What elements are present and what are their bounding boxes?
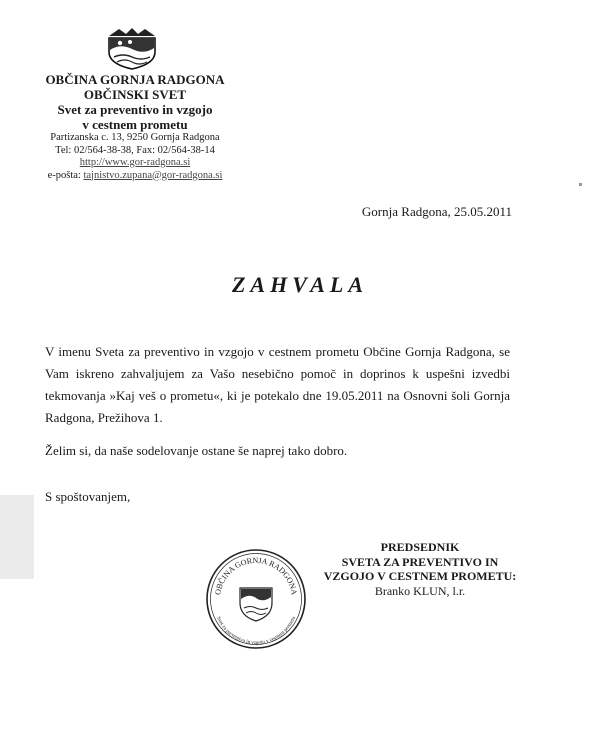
stamp-inner-text: Svet za preventivo in vzgojo v cestnem prometu — [215, 615, 297, 647]
signatory-title: PREDSEDNIK — [380, 540, 460, 554]
wish-paragraph: Želim si, da naše sodelovanje ostane še naprej tako dobro. — [45, 443, 348, 458]
address: Partizanska c. 13, 9250 Gornja Radgona — [50, 132, 220, 143]
body-name-line2: v cestnem prometu — [82, 117, 188, 132]
main-paragraph: V imenu Sveta za preventivo in vzgojo v cestnem prometu Občine Gornja Radgona, se Vam iskreno zahvaljujem za Vašo nesebično pomoč in doprinos k uspešni izvedbi tekmovanja »Kaj veš o prometu«, ki je potekalo dne 19.05.2011 na Osnovni šoli Gornja Radgona, Prežihova 1. — [45, 344, 510, 425]
website-link[interactable]: http://www.gor-radgona.si — [79, 157, 191, 168]
letterhead — [30, 72, 240, 182]
body-name-line1: Svet za preventivo in vzgojo — [57, 102, 213, 117]
signatory-body-line2: VZGOJO V CESTNEM PROMETU: — [323, 569, 517, 583]
scan-smudge — [0, 495, 34, 579]
letter-title: ZAHVALA — [231, 272, 369, 297]
phone-fax: Tel: 02/564-38-38, Fax: 02/564-38-14 — [55, 144, 215, 156]
official-stamp-icon — [205, 548, 307, 650]
council-name: OBČINSKI SVET — [83, 87, 187, 102]
signature-block — [300, 540, 540, 598]
stamp-outer-text: OBČINA GORNJA RADGONA — [213, 555, 299, 596]
email-label: e-pošta: — [47, 169, 81, 181]
email-link[interactable]: tajnistvo.zupana@gor-radgona.si — [83, 169, 223, 181]
letter-date: Gornja Radgona, 25.05.2011 — [361, 204, 512, 219]
signatory-name: Branko KLUN, l.r. — [374, 583, 466, 598]
closing-salutation: S spoštovanjem, — [45, 489, 131, 504]
signatory-body-line1: SVETA ZA PREVENTIVO IN — [341, 554, 499, 569]
scan-mark — [579, 183, 582, 186]
municipality-crest-icon — [106, 26, 158, 70]
municipality-name: OBČINA GORNJA RADGONA — [45, 72, 225, 87]
